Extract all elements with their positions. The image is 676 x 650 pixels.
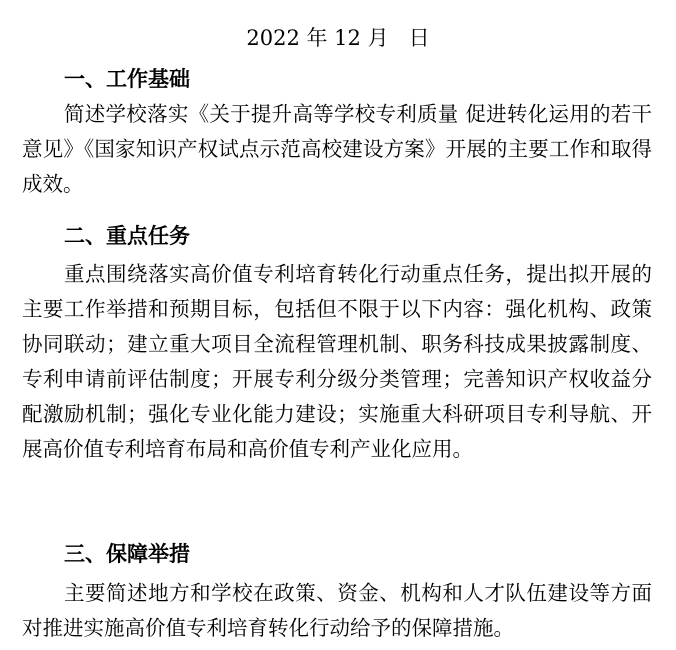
section-body-safeguard-measures: 主要简述地方和学校在政策、资金、机构和人才队伍建设等方面对推进实施高价值专利培育转化行动给予的保障措施。 <box>22 581 652 640</box>
section-heading-safeguard-measures: 三、保障举措 <box>64 542 190 566</box>
section-heading-key-tasks: 二、重点任务 <box>64 224 190 248</box>
section-heading-work-foundation: 一、工作基础 <box>64 67 190 91</box>
date-line: 2022 年 12 月 日 <box>246 26 430 50</box>
section-body-key-tasks: 重点围绕落实高价值专利培育转化行动重点任务，提出拟开展的主要工作举措和预期目标，包括但不限于以下内容：强化机构、政策协同联动；建立重大项目全流程管理机制、职务科技成果披露制度、专利申请前评估制度；开展专利分级分类管理；完善知识产权收益分配激励机制；强化专业化能力建设；实施重大科研项目专利导航、开展高价值专利培育布局和高价值专利产业化应用。 <box>22 262 652 461</box>
section-body-work-foundation: 简述学校落实《关于提升高等学校专利质量 促进转化运用的若干意见》《国家知识产权试点示范高校建设方案》开展的主要工作和取得成效。 <box>22 102 652 196</box>
